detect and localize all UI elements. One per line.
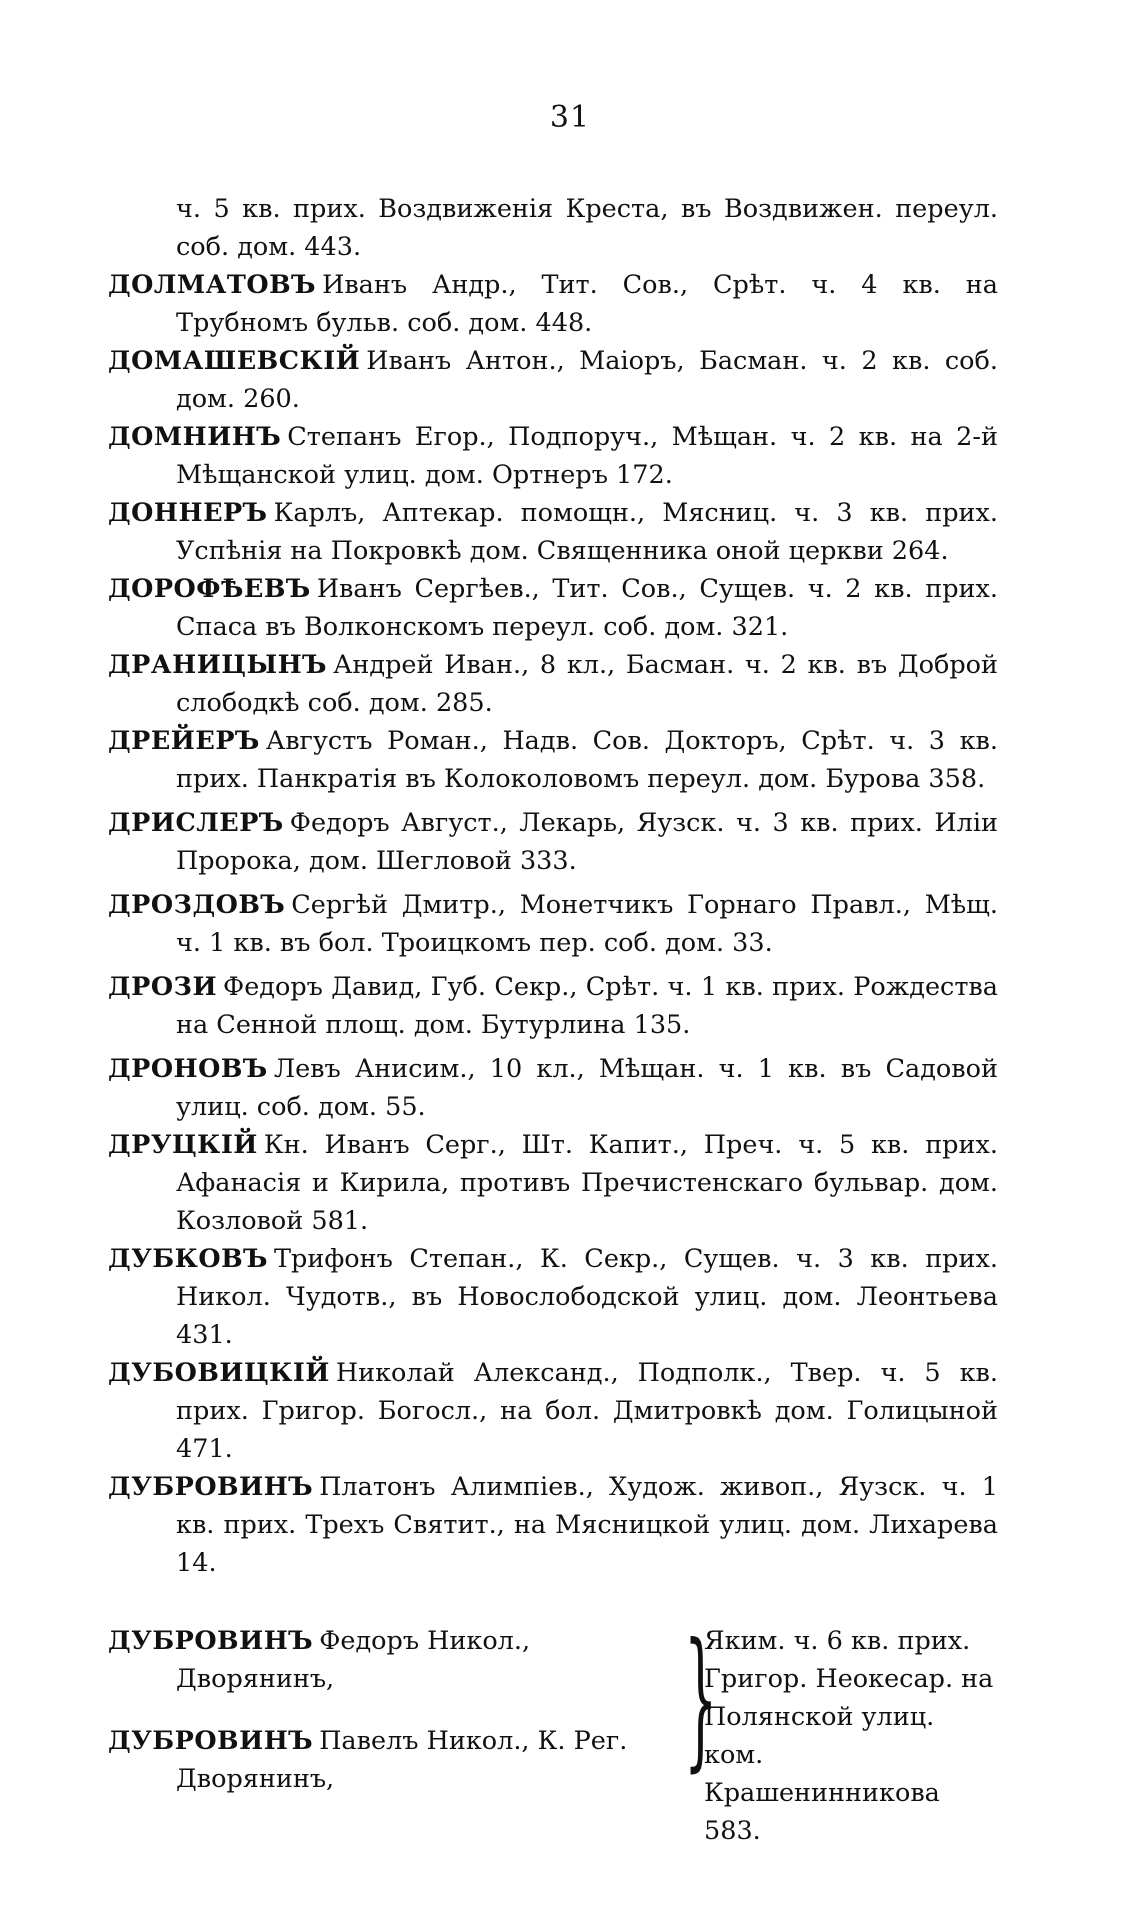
entry-surname: ДУБРОВИНЪ [108, 1626, 314, 1656]
entry-text: Августъ Роман., Надв. Сов. Докторъ, Срѣт. ч. 3 кв. прих. Панкратія въ Колоколовомъ переул. дом. Бурова 358. [176, 726, 998, 794]
page-number: 31 [549, 100, 591, 135]
entry-surname: ДРУЦКІЙ [108, 1130, 258, 1160]
entry-text: Федоръ Август., Лекарь, Яузск. ч. 3 кв. прих. Иліи Пророка, дом. Шегловой 333. [176, 808, 998, 876]
directory-entry [108, 1354, 998, 1468]
entry-surname: ДОННЕРЪ [108, 498, 268, 528]
directory-entry [108, 1240, 998, 1354]
directory-entry [108, 1722, 688, 1798]
entry-surname: ДРОЗДОВЪ [108, 890, 286, 920]
directory-entry [108, 570, 998, 646]
entry-text: Федоръ Давид, Губ. Секр., Срѣт. ч. 1 кв. прих. Рождества на Сенной площ. дом. Бутурлина 135. [176, 972, 998, 1040]
entry-surname: ДРИСЛЕРЪ [108, 808, 284, 838]
shared-address-group [108, 1612, 998, 1846]
entry-text: Федоръ Никол., Дворянинъ, [176, 1626, 531, 1694]
entry-text: Николай Александ., Подполк., Твер. ч. 5 кв. прих. Григор. Богосл., на бол. Дмитровкѣ дом. Голицыной 471. [176, 1358, 998, 1464]
entry-surname: ДОМНИНЪ [108, 422, 282, 452]
entry-text: Сергѣй Дмитр., Монетчикъ Горнаго Правл., Мѣщ. ч. 1 кв. въ бол. Троицкомъ пер. соб. дом. 33. [176, 890, 998, 958]
entry-surname: ДОЛМАТОВЪ [108, 270, 317, 300]
entry-surname: ДОРОФѢЕВЪ [108, 574, 311, 604]
directory-entry [108, 1468, 998, 1582]
directory-entry [108, 968, 998, 1044]
entry-text: Трифонъ Степан., К. Секр., Сущев. ч. 3 кв. прих. Никол. Чудотв., въ Новослободской улиц. дом. Леонтьева 431. [176, 1244, 998, 1350]
directory-entry [108, 646, 998, 722]
entry-text: Платонъ Алимпіев., Худож. живоп., Яузск. ч. 1 кв. прих. Трехъ Святит., на Мясницкой улиц. дом. Лихарева 14. [176, 1472, 998, 1578]
directory-entry [108, 1050, 998, 1126]
entry-surname: ДУБОВИЦКІЙ [108, 1358, 330, 1388]
entry-surname: ДРОНОВЪ [108, 1054, 268, 1084]
directory-entries [108, 190, 998, 1582]
entry-text: Карлъ, Аптекар. помощн., Мясниц. ч. 3 кв. прих. Успѣнія на Покровкѣ дом. Священника оной церкви 264. [176, 498, 998, 566]
entry-text: Левъ Анисим., 10 кл., Мѣщан. ч. 1 кв. въ Садовой улиц. соб. дом. 55. [176, 1054, 998, 1122]
entry-text: Иванъ Сергѣев., Тит. Сов., Сущев. ч. 2 кв. прих. Спаса въ Волконскомъ переул. соб. дом. 321. [176, 574, 998, 642]
entry-surname: ДУБРОВИНЪ [108, 1472, 314, 1502]
directory-entry [108, 266, 998, 342]
directory-entry [108, 342, 998, 418]
entry-text: ч. 5 кв. прих. Воздвиженія Креста, въ Воздвижен. переул. соб. дом. 443. [176, 194, 998, 262]
directory-entry [108, 886, 998, 962]
entry-text: Андрей Иван., 8 кл., Басман. ч. 2 кв. въ Доброй слободкѣ соб. дом. 285. [176, 650, 998, 718]
directory-entry [108, 722, 998, 798]
entry-text: Иванъ Андр., Тит. Сов., Срѣт. ч. 4 кв. на Трубномъ бульв. соб. дом. 448. [176, 270, 998, 338]
entry-surname: ДРЕЙЕРЪ [108, 726, 260, 756]
directory-entry [108, 1622, 688, 1698]
directory-entry [108, 804, 998, 880]
entry-surname: ДУБРОВИНЪ [108, 1726, 314, 1756]
directory-entry [108, 494, 998, 570]
entry-text: Иванъ Антон., Маіоръ, Басман. ч. 2 кв. соб. дом. 260. [176, 346, 998, 414]
directory-entry [108, 418, 998, 494]
entry-surname: ДОМАШЕВСКІЙ [108, 346, 361, 376]
entry-text: Павелъ Никол., К. Рег. Дворянинъ, [176, 1726, 628, 1794]
entry-surname: ДРАНИЦЫНЪ [108, 650, 328, 680]
entry-text: Степанъ Егор., Подпоруч., Мѣщан. ч. 2 кв. на 2-й Мѣщанской улиц. дом. Ортнеръ 172. [176, 422, 998, 490]
entry-surname: ДРОЗИ [108, 972, 218, 1002]
shared-address: Яким. ч. 6 кв. прих. Григор. Неокесар. на Полянской улиц. ком. Крашенинникова 583. [704, 1626, 994, 1846]
entry-text: Кн. Иванъ Серг., Шт. Капит., Преч. ч. 5 кв. прих. Афанасія и Кирила, противъ Пречистенскаго бульвар. дом. Козловой 581. [176, 1130, 998, 1236]
entry-surname: ДУБКОВЪ [108, 1244, 269, 1274]
continued-entry [108, 190, 998, 266]
grouped-entries [108, 1622, 688, 1798]
directory-entry [108, 1126, 998, 1240]
curly-brace-icon: } [684, 1612, 718, 1786]
